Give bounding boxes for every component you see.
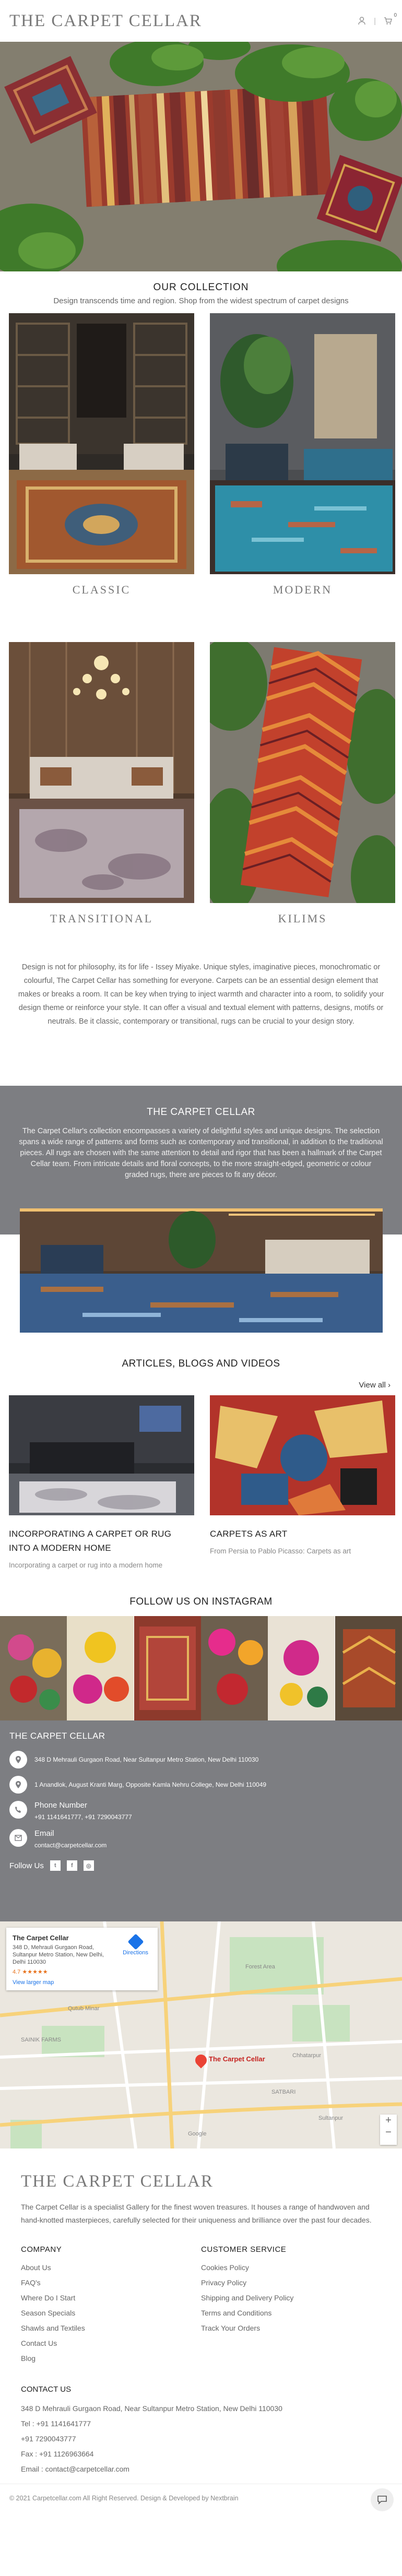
- instagram-post[interactable]: [201, 1616, 268, 1720]
- view-all-label: View all: [359, 1381, 386, 1390]
- footer-link-track-orders[interactable]: Track Your Orders: [201, 2324, 261, 2332]
- articles-title: ARTICLES, BLOGS AND VIDEOS: [122, 1358, 280, 1369]
- article-card[interactable]: [9, 1395, 194, 1570]
- svg-text:SATBARI: SATBARI: [271, 2089, 296, 2095]
- instagram-post[interactable]: [0, 1616, 67, 1720]
- map-place-address: 348 D, Mehrauli Gurgaon Road, Sultanpur Metro Station, New Delhi, Delhi 110030: [13, 1944, 104, 1965]
- instagram-title: FOLLOW US ON INSTAGRAM: [129, 1596, 273, 1607]
- footer-link-faq[interactable]: FAQ's: [21, 2278, 41, 2287]
- footer-contact-email[interactable]: Email : contact@carpetcellar.com: [21, 2465, 129, 2473]
- site-header: [0, 0, 402, 42]
- cart-icon[interactable]: [383, 13, 397, 26]
- address-2: 1 Anandlok, August Kranti Marg, Opposite Kamla Nehru College, New Delhi 110049: [34, 1781, 267, 1788]
- footer-link-shipping[interactable]: Shipping and Delivery Policy: [201, 2294, 294, 2302]
- footer-link-privacy[interactable]: Privacy Policy: [201, 2278, 247, 2287]
- collection-card-modern[interactable]: [210, 313, 395, 626]
- contact-title: THE CARPET CELLAR: [9, 1731, 105, 1741]
- instagram-icon[interactable]: ◎: [84, 1860, 94, 1871]
- footer-contact-tel[interactable]: Tel : +91 1141641777: [21, 2419, 91, 2428]
- modern-image[interactable]: [210, 313, 395, 574]
- hero-image: [0, 42, 402, 271]
- customer-service-heading: CUSTOMER SERVICE: [201, 2245, 287, 2254]
- twitter-icon[interactable]: t: [50, 1860, 61, 1871]
- band-text: The Carpet Cellar's collection encompasses a variety of delightful styles and unique designs. The selection spans a wide range of patterns and forms such as contemporary and transitional, in addition to the traditional pieces. All rugs are chosen with the same attention to detail and rigor that has been a hallmark of the Carpet Cellar team. From intricate details and floral concepts, to the more straight-edged, geometric or colour graded rugs, there are pieces to fit any décor.: [19, 1127, 383, 1179]
- svg-text:Forest Area: Forest Area: [245, 1964, 275, 1970]
- user-icon[interactable]: [357, 16, 366, 26]
- view-all-link[interactable]: [359, 1381, 391, 1390]
- location-pin-icon: [9, 1776, 27, 1794]
- articles-section: [0, 1352, 402, 1570]
- svg-text:Chhatarpur: Chhatarpur: [292, 2052, 322, 2059]
- facebook-icon[interactable]: f: [67, 1860, 77, 1871]
- footer-columns: [21, 2245, 381, 2369]
- map-pin-label: The Carpet Cellar: [209, 2055, 265, 2063]
- article-desc: Incorporating a carpet or rug into a modern home: [9, 1561, 163, 1569]
- footer-contact: [21, 2385, 381, 2473]
- zoom-in-icon[interactable]: +: [385, 2115, 392, 2126]
- directions-label: Directions: [123, 1950, 148, 1956]
- footer-contact-heading: CONTACT US: [21, 2385, 72, 2394]
- kilims-image[interactable]: [210, 642, 395, 903]
- header-divider: |: [374, 16, 376, 26]
- company-heading: COMPANY: [21, 2245, 62, 2254]
- instagram-post[interactable]: [268, 1616, 335, 1720]
- email-label: Email: [34, 1829, 54, 1838]
- zoom-out-icon[interactable]: −: [385, 2127, 392, 2138]
- svg-text:Google: Google: [188, 2131, 207, 2137]
- site-logo[interactable]: THE CARPET CELLAR: [9, 11, 202, 30]
- instagram-post[interactable]: [335, 1616, 402, 1720]
- footer-link-season-specials[interactable]: Season Specials: [21, 2309, 76, 2317]
- address-row: [9, 1776, 393, 1794]
- footer-link-contact[interactable]: Contact Us: [21, 2339, 57, 2347]
- footer-contact-mobile[interactable]: +91 7290043777: [21, 2435, 76, 2443]
- band-title: THE CARPET CELLAR: [147, 1107, 255, 1118]
- phone-row: [9, 1801, 393, 1822]
- collection-card-transitional[interactable]: [9, 642, 194, 955]
- footer-link-blog[interactable]: Blog: [21, 2354, 36, 2363]
- article-card[interactable]: [210, 1395, 395, 1570]
- phone-numbers[interactable]: +91 1141641777, +91 7290043777: [34, 1813, 132, 1821]
- collection-title: OUR COLLECTION: [153, 282, 249, 293]
- collection-grid: [0, 313, 402, 955]
- footer-link-cookies[interactable]: Cookies Policy: [201, 2263, 249, 2272]
- collection-header: [0, 271, 402, 313]
- copyright-bar: [0, 2484, 402, 2512]
- collection-card-classic[interactable]: [9, 313, 194, 626]
- site-footer: [0, 2148, 402, 2473]
- card-label-modern[interactable]: MODERN: [273, 583, 333, 596]
- article-image[interactable]: [210, 1395, 395, 1515]
- transitional-image[interactable]: [9, 642, 194, 903]
- location-pin-icon: [9, 1751, 27, 1768]
- location-map[interactable]: [0, 1921, 402, 2148]
- company-column: [21, 2245, 201, 2369]
- article-image[interactable]: [9, 1395, 194, 1515]
- footer-logo[interactable]: THE CARPET CELLAR: [21, 2172, 214, 2191]
- map-info-card: [6, 1928, 158, 1990]
- svg-text:Sultanpur: Sultanpur: [318, 2115, 344, 2121]
- header-icons: [357, 13, 397, 26]
- footer-link-shawls[interactable]: Shawls and Textiles: [21, 2324, 85, 2332]
- map-zoom-control[interactable]: [380, 2115, 397, 2145]
- svg-text:SAINIK FARMS: SAINIK FARMS: [21, 2037, 62, 2043]
- cart-count: 0: [394, 13, 397, 18]
- mail-icon: [9, 1829, 27, 1847]
- instagram-post[interactable]: [67, 1616, 134, 1720]
- phone-label: Phone Number: [34, 1801, 87, 1810]
- about-paragraph: Design is not for philosophy, its for life - Issey Miyake. Unique styles, imaginative pieces, monochromatic or colourful, The Carpet Cellar has something for everyone. Carpets can be an essential design element that makes or breaks a room. It can be key when trying to inject warmth and character into a room, to solidify your design theme or reinforce your style. It can offer a visual and textual element with patterns, designs, motifs or neutrals. Be it classic, contemporary or transitional, rugs can be crucial to your design story.: [18, 963, 384, 1026]
- directions-button[interactable]: [123, 1936, 148, 1956]
- address-1: 348 D Mehrauli Gurgaon Road, Near Sultanpur Metro Station, New Delhi 110030: [34, 1756, 259, 1763]
- view-larger-map-link[interactable]: View larger map: [13, 1979, 54, 1986]
- band-image-wrap: [0, 1208, 402, 1352]
- collection-card-kilims[interactable]: [210, 642, 395, 955]
- email-address[interactable]: contact@carpetcellar.com: [34, 1842, 107, 1849]
- footer-link-where-to-start[interactable]: Where Do I Start: [21, 2294, 76, 2302]
- classic-image[interactable]: [9, 313, 194, 574]
- follow-us-label: Follow Us: [9, 1861, 44, 1870]
- footer-link-terms[interactable]: Terms and Conditions: [201, 2309, 272, 2317]
- chevron-right-icon: ›: [388, 1381, 391, 1390]
- instagram-post[interactable]: [134, 1616, 201, 1720]
- map-place-name: The Carpet Cellar: [13, 1934, 69, 1942]
- customer-service-column: [201, 2245, 381, 2369]
- card-label-transitional[interactable]: TRANSITIONAL: [50, 912, 153, 925]
- article-title[interactable]: INCORPORATING A CARPET OR RUG INTO A MODERN HOME: [9, 1529, 172, 1553]
- band-image: [20, 1208, 383, 1333]
- collection-subtitle: Design transcends time and region. Shop from the widest spectrum of carpet designs: [53, 296, 349, 305]
- footer-contact-fax: Fax : +91 1126963664: [21, 2450, 94, 2458]
- contact-band: [0, 1720, 402, 1921]
- directions-icon: [127, 1933, 144, 1950]
- footer-link-about[interactable]: About Us: [21, 2263, 51, 2272]
- follow-us: [9, 1860, 393, 1871]
- address-row: [9, 1751, 393, 1768]
- article-title[interactable]: CARPETS AS ART: [210, 1529, 288, 1539]
- footer-contact-address: 348 D Mehrauli Gurgaon Road, Near Sultanpur Metro Station, New Delhi 110030: [21, 2404, 282, 2413]
- card-label-kilims[interactable]: KILIMS: [278, 912, 327, 925]
- footer-description: The Carpet Cellar is a specialist Gallery for the finest woven treasures. It houses a range of handwoven and hand-knotted masterpieces, carefully selected for their uniqueness and brilliance over the past four decades.: [21, 2203, 372, 2224]
- article-desc: From Persia to Pablo Picasso: Carpets as art: [210, 1547, 351, 1555]
- map-rating: 4.7 ★★★★★: [13, 1969, 48, 1975]
- instagram-strip: [0, 1616, 402, 1720]
- phone-icon: [9, 1801, 27, 1819]
- email-row: [9, 1829, 393, 1850]
- articles-grid: [0, 1395, 402, 1570]
- copyright-text: © 2021 Carpetcellar.com All Right Reserved. Design & Developed by Nextbrain: [9, 2495, 239, 2502]
- card-label-classic[interactable]: CLASSIC: [72, 583, 131, 596]
- chat-bubble-icon[interactable]: [371, 2488, 394, 2511]
- svg-text:Qutub Minar: Qutub Minar: [68, 2005, 100, 2012]
